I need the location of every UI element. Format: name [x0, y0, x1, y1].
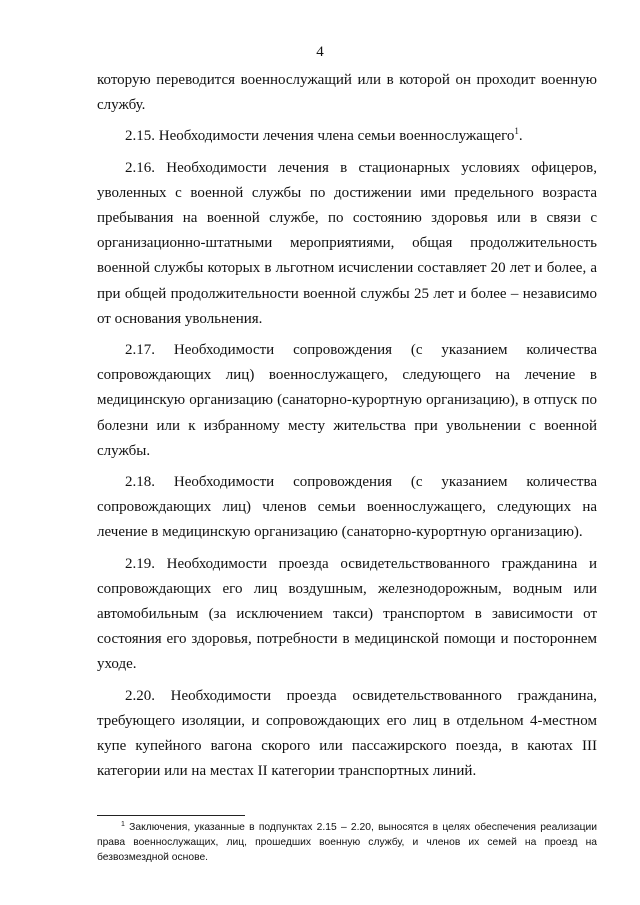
paragraph-2-15-text: 2.15. Необходимости лечения члена семьи военнослужащего [125, 128, 515, 145]
paragraph-2-19: 2.19. Необходимости проезда освидетельствованного гражданина и сопровождающих его лиц воздушным, железнодорожным, водным или автомобильным (за исключением такси) транспортом в зависимости от состояния его здоровья, потребности в медицинской помощи и постороннем уходе. [97, 555, 597, 673]
paragraph-2-16: 2.16. Необходимости лечения в стационарных условиях офицеров, уволенных с военной службы по достижении ими предельного возраста пребывания на военной службе, по состоянию здоровья или в связи с организационно-штатными мероприятиями, общая продолжительность военной службы которых в льготном исчислении составляет 20 лет и более, а при общей продолжительности военной службы 25 лет и более – независимо от основания увольнения. [97, 159, 597, 327]
footnote-text: Заключения, указанные в подпунктах 2.15 – 2.20, выносятся в целях обеспечения реализации права военнослужащих, лиц, прошедших военную службу, и членов их семей на проезд на безвозмездной основе. [97, 822, 597, 863]
paragraph-2-20: 2.20. Необходимости проезда освидетельствованного гражданина, требующего изоляции, и сопровождающих его лиц в отдельном 4-местном купе купейного вагона скорого или пассажирского поезда, в каютах III категории или на местах II категории транспортных линий. [97, 687, 597, 780]
document-body [97, 68, 597, 790]
page-number: 4 [316, 44, 324, 60]
paragraph-2-18: 2.18. Необходимости сопровождения (с указанием количества сопровождающих лиц) членов семьи военнослужащего, следующих на лечение в медицинскую организацию (санаторно-курортную организацию). [97, 474, 597, 541]
footnote [97, 820, 597, 865]
footnote-mark: 1 [121, 821, 125, 828]
paragraph-2-17: 2.17. Необходимости сопровождения (с указанием количества сопровождающих лиц) военнослужащего, следующего на лечение в медицинскую организацию (санаторно-курортную организацию), в отпуск по болезни или к избранному месту жительства при увольнении с военной службы. [97, 342, 597, 459]
footnote-divider [97, 815, 245, 816]
paragraph-2-15 [97, 124, 597, 149]
paragraph-continuation: которую переводится военнослужащий или в которой он проходит военную службу. [97, 72, 597, 114]
footnote-reference: 1 [514, 126, 519, 137]
paragraph-2-15-end: . [518, 128, 523, 145]
